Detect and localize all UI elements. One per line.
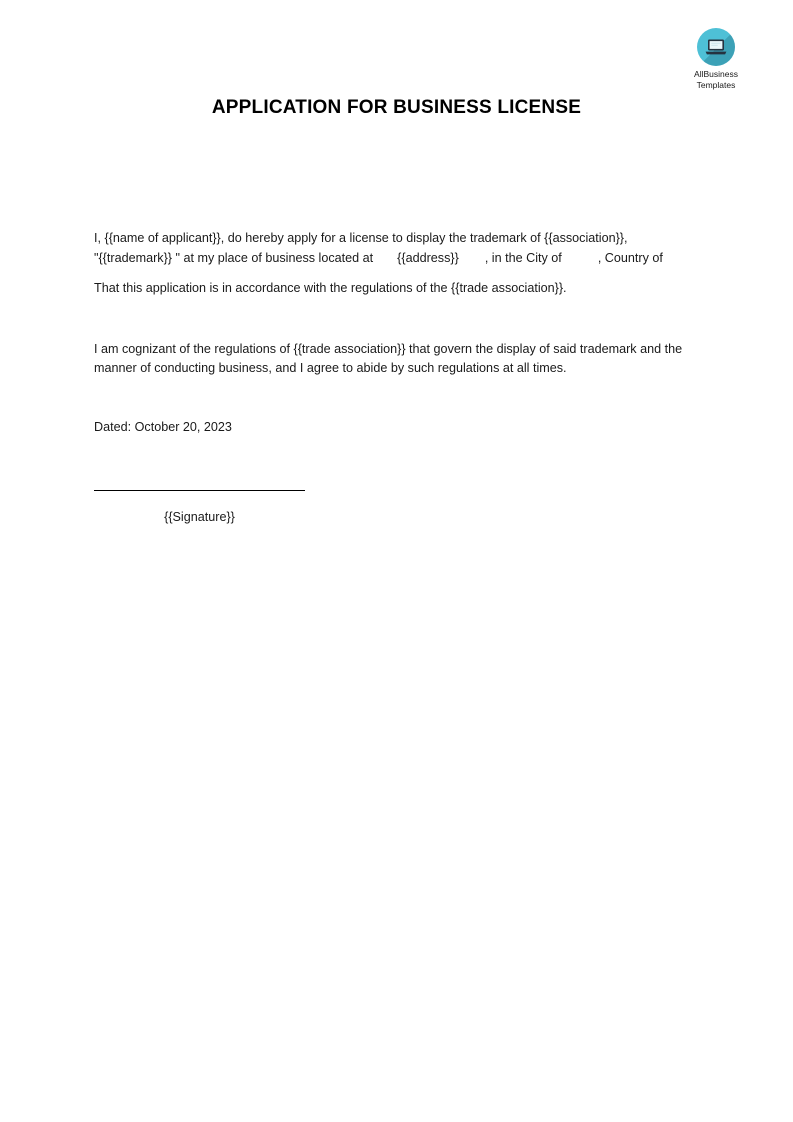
brand-name-line-1: AllBusiness xyxy=(694,69,738,79)
paragraph-one-line-2-d: , Country of xyxy=(597,250,663,265)
paragraph-two: That this application is in accordance with the regulations of the {{trade association}}. xyxy=(94,281,567,296)
document-body xyxy=(94,229,684,420)
paragraph-one-line-2-c: , in the City of xyxy=(484,250,562,265)
paragraph-one-line-1: I, {{name of applicant}}, do hereby apply for a license to display the trademark of {{association}}, xyxy=(94,231,628,245)
paragraph-one-line-2-a: "{{trademark}} " at my place of business located at xyxy=(94,250,374,265)
brand-name-line-2: Templates xyxy=(696,79,736,90)
address-placeholder: {{address}} xyxy=(397,250,459,265)
logo-circle xyxy=(697,28,735,66)
page-title: APPLICATION FOR BUSINESS LICENSE xyxy=(211,97,582,118)
laptop-icon xyxy=(705,39,727,56)
paragraph-one xyxy=(94,229,684,268)
brand-logo xyxy=(678,28,754,90)
signature-label: {{Signature}} xyxy=(164,510,235,524)
brand-name xyxy=(678,69,754,90)
paragraph-three: I am cognizant of the regulations of {{trade association}} that govern the display of said trademark and the manner of conducting business, and I agree to abide by such regulations at all times. xyxy=(94,341,683,376)
date-line: Dated: October 20, 2023 xyxy=(94,420,232,434)
signature-rule xyxy=(94,490,305,491)
